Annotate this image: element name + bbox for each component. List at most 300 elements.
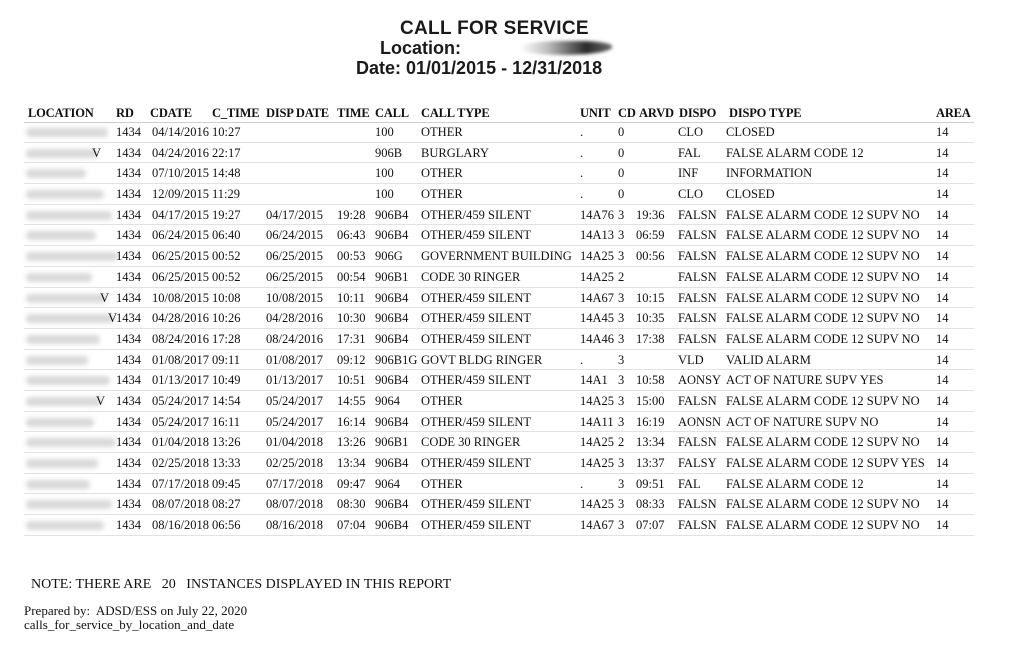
table-row [24,246,974,267]
row-ctime: 13:33 [212,456,241,470]
row-call: 906B4 [375,414,409,429]
row-cd: 3 [618,414,625,429]
col-area: AREA [936,106,971,120]
row-cdate: 04/17/2015 [152,207,209,222]
row-dispo: FALSN [678,393,717,408]
row-ctime: 10:49 [212,373,241,388]
row-unit: 14A25 [580,249,615,264]
row-time: 13:34 [337,456,366,470]
row-unit: 14A67 [580,290,615,305]
row-unit: 14A1 [580,373,608,388]
row-dispo-type: FALSE ALARM CODE 12 SUPV YES [726,456,925,470]
row-time: 16:14 [337,414,366,429]
row-dispo: FALSY [678,456,717,470]
row-ctime: 19:27 [212,207,241,222]
row-dispo-type: FALSE ALARM CODE 12 SUPV NO [726,518,920,533]
row-call: 100 [375,166,394,181]
row-rd: 1434 [116,145,141,160]
row-dispo-type: FALSE ALARM CODE 12 SUPV NO [726,331,920,346]
col-call-type: CALL TYPE [421,106,490,120]
row-location-tail: V [100,290,110,305]
row-rd: 1434 [116,352,141,367]
location-redaction [26,211,112,220]
row-area: 14 [936,207,949,222]
row-time: 09:12 [337,352,366,367]
row-cd: 3 [618,331,625,346]
row-location-tail: V [92,145,102,160]
row-area: 14 [936,393,949,408]
row-time: 17:31 [337,331,366,346]
row-arvd: 17:38 [636,331,665,346]
row-area: 14 [936,125,949,139]
row-cd: 0 [618,145,625,160]
row-dispo: FALSN [678,207,717,222]
row-cdate: 06/25/2015 [152,269,209,284]
row-call: 906B1 [375,269,409,284]
row-unit: 14A67 [580,518,615,533]
row-cdate: 06/25/2015 [152,249,209,264]
row-dispo-type: FALSE ALARM CODE 12 [726,476,864,491]
row-area: 14 [936,476,949,491]
location-redaction [26,356,88,365]
row-cd: 3 [618,497,625,512]
row-arvd: 15:00 [636,393,665,408]
row-arvd: 06:59 [636,228,665,243]
row-area: 14 [936,456,949,470]
row-arvd: 10:15 [636,290,665,305]
row-rd: 1434 [116,311,141,326]
row-rd: 1434 [116,249,141,264]
row-cdate: 12/09/2015 [152,187,209,202]
row-disp-date: 08/16/2018 [266,518,323,533]
row-cdate: 01/13/2017 [152,373,209,388]
row-unit: . [580,166,584,181]
row-dispo: FALSN [678,228,717,243]
row-dispo-type: CLOSED [726,125,775,139]
table-row [24,122,974,143]
row-time: 00:54 [337,269,366,284]
table-row [24,391,974,412]
row-rd: 1434 [116,228,141,243]
row-area: 14 [936,435,949,450]
row-ctime: 00:52 [212,269,241,284]
row-arvd: 16:19 [636,414,665,429]
row-unit: 14A25 [580,435,615,450]
row-call-type: OTHER/459 SILENT [421,311,532,326]
row-time: 10:30 [337,311,366,326]
row-dispo-type: ACT OF NATURE SUPV YES [726,373,884,388]
row-area: 14 [936,166,949,181]
row-dispo-type: FALSE ALARM CODE 12 SUPV NO [726,435,920,450]
row-area: 14 [936,497,949,512]
row-arvd: 09:51 [636,476,665,491]
row-unit: 14A25 [580,393,615,408]
col-ctime: C_TIME [212,106,260,120]
row-dispo-type: FALSE ALARM CODE 12 SUPV NO [726,393,920,408]
row-ctime: 08:27 [212,497,241,512]
location-redaction [26,335,100,344]
row-dispo: CLO [678,187,703,202]
row-cd: 3 [618,373,625,388]
row-dispo-type: FALSE ALARM CODE 12 SUPV NO [726,207,920,222]
location-redaction [26,128,108,137]
row-ctime: 06:56 [212,518,241,533]
row-time: 07:04 [337,518,366,533]
col-rd: RD [116,106,134,120]
row-dispo: FAL [678,476,701,491]
row-arvd: 08:33 [636,497,665,512]
col-arvd: ARVD [639,106,674,120]
table-row [24,288,974,309]
row-cdate: 05/24/2017 [152,414,209,429]
row-call-type: BURGLARY [421,145,490,160]
row-ctime: 10:27 [212,125,241,139]
row-call: 906B4 [375,373,409,388]
row-cdate: 08/16/2018 [152,518,209,533]
row-ctime: 09:11 [212,352,241,367]
row-arvd: 19:36 [636,207,665,222]
row-call-type: OTHER/459 SILENT [421,373,532,388]
row-cd: 2 [618,435,625,450]
row-call: 100 [375,187,394,202]
row-unit: 14A25 [580,269,615,284]
row-dispo: FALSN [678,290,717,305]
row-area: 14 [936,518,949,533]
row-cd: 0 [618,187,625,202]
row-cdate: 02/25/2018 [152,456,209,470]
row-ctime: 11:29 [212,187,241,202]
location-redaction [26,314,114,323]
row-unit: . [580,145,584,160]
row-cd: 0 [618,166,625,181]
row-time: 10:11 [337,290,366,305]
table-row [24,432,974,453]
row-call-type: OTHER/459 SILENT [421,290,532,305]
row-rd: 1434 [116,331,141,346]
row-call: 906B4 [375,497,409,512]
location-redaction [26,273,92,282]
row-rd: 1434 [116,166,141,181]
row-ctime: 17:28 [212,331,241,346]
row-unit: 14A76 [580,207,615,222]
row-time: 13:26 [337,435,366,450]
row-unit: 14A45 [580,311,615,326]
table-row [24,494,974,515]
row-call-type: OTHER [421,166,463,181]
row-rd: 1434 [116,393,141,408]
row-area: 14 [936,352,949,367]
row-rd: 1434 [116,456,141,470]
row-call-type: OTHER [421,393,463,408]
row-cd: 3 [618,249,625,264]
row-unit: . [580,187,584,202]
row-time: 19:28 [337,207,366,222]
report-title: CALL FOR SERVICE [400,18,589,39]
row-disp-date: 06/25/2015 [266,269,323,284]
table-row [24,205,974,226]
row-dispo-type: FALSE ALARM CODE 12 [726,145,864,160]
row-cd: 2 [618,269,625,284]
row-time: 08:30 [337,497,366,512]
row-call: 906B4 [375,290,409,305]
table-row [24,308,974,329]
row-call-type: OTHER [421,125,463,139]
table-row [24,515,974,536]
table-row [24,184,974,205]
location-redaction [26,480,90,489]
row-area: 14 [936,187,949,202]
row-dispo: CLO [678,125,703,139]
row-call-type: OTHER/459 SILENT [421,228,532,243]
row-unit: . [580,125,584,139]
row-call: 906B4 [375,311,409,326]
row-dispo-type: INFORMATION [726,166,813,181]
location-redaction [26,397,102,406]
row-cd: 3 [618,228,625,243]
row-call: 906B [375,145,403,160]
row-dispo-type: VALID ALARM [726,352,811,367]
row-time: 09:47 [337,476,366,491]
row-ctime: 14:54 [212,393,241,408]
row-area: 14 [936,228,949,243]
row-cd: 3 [618,518,625,533]
row-call: 9064 [375,476,400,491]
row-unit: 14A13 [580,228,615,243]
table-row [24,163,974,184]
col-unit: UNIT [580,106,611,120]
row-location-tail: V [108,311,118,326]
row-ctime: 13:26 [212,435,241,450]
location-redaction [26,521,104,530]
row-call-type: OTHER/459 SILENT [421,456,532,470]
row-call: 906B4 [375,456,409,470]
row-dispo: FALSN [678,269,717,284]
row-cd: 3 [618,290,625,305]
row-call-type: OTHER/459 SILENT [421,518,532,533]
row-cd: 3 [618,352,625,367]
row-disp-date: 04/17/2015 [266,207,323,222]
row-disp-date: 01/04/2018 [266,435,323,450]
row-unit: . [580,476,584,491]
row-rd: 1434 [116,373,141,388]
row-unit: 14A25 [580,497,615,512]
row-arvd: 07:07 [636,518,665,533]
row-ctime: 14:48 [212,166,241,181]
row-rd: 1434 [116,207,141,222]
row-call: 9064 [375,393,400,408]
row-call: 906B4 [375,207,409,222]
row-cdate: 01/04/2018 [152,435,209,450]
row-dispo: FALSN [678,311,717,326]
row-cdate: 05/24/2017 [152,393,209,408]
row-disp-date: 10/08/2015 [266,290,323,305]
row-arvd: 10:58 [636,373,665,388]
row-area: 14 [936,249,949,264]
row-dispo: VLD [678,352,704,367]
row-disp-date: 05/24/2017 [266,393,323,408]
location-redaction [26,252,118,261]
table-row [24,225,974,246]
row-arvd: 10:35 [636,311,665,326]
location-redaction [26,500,112,509]
row-dispo-type: FALSE ALARM CODE 12 SUPV NO [726,269,920,284]
row-call: 906B4 [375,228,409,243]
row-call-type: OTHER/459 SILENT [421,207,532,222]
row-disp-date: 04/28/2016 [266,311,323,326]
location-redaction [26,294,106,303]
row-location-tail: V [96,393,106,408]
row-time: 06:43 [337,228,366,243]
row-disp-date: 02/25/2018 [266,456,323,470]
row-disp-date: 06/25/2015 [266,249,323,264]
row-call-type: OTHER [421,187,463,202]
row-cdate: 06/24/2015 [152,228,209,243]
row-call: 906B4 [375,518,409,533]
row-arvd: 13:34 [636,435,665,450]
row-call-type: OTHER [421,476,463,491]
row-rd: 1434 [116,290,141,305]
row-disp-date: 06/24/2015 [266,228,323,243]
row-unit: 14A11 [580,414,614,429]
row-area: 14 [936,269,949,284]
table-row [24,267,974,288]
col-call: CALL [375,106,409,120]
table-row [24,474,974,495]
row-time: 00:53 [337,249,366,264]
row-time: 10:51 [337,373,366,388]
row-dispo: FALSN [678,249,717,264]
table-row [24,143,974,164]
row-ctime: 16:11 [212,414,241,429]
row-call-type: OTHER/459 SILENT [421,331,532,346]
row-cd: 3 [618,311,625,326]
col-cdate: CDATE [150,106,192,120]
row-area: 14 [936,331,949,346]
row-call: 100 [375,125,394,139]
row-cd: 3 [618,207,625,222]
report-file-name: calls_for_service_by_location_and_date [24,617,235,632]
row-dispo: AONSY [678,373,722,388]
row-area: 14 [936,311,949,326]
row-call-type: GOVT BLDG RINGER [421,352,543,367]
row-rd: 1434 [116,187,141,202]
row-disp-date: 08/07/2018 [266,497,323,512]
row-ctime: 09:45 [212,476,241,491]
row-rd: 1434 [116,518,141,533]
row-dispo-type: FALSE ALARM CODE 12 SUPV NO [726,497,920,512]
instances-note: NOTE: THERE ARE 20 INSTANCES DISPLAYED IN THIS REPORT [31,577,452,592]
row-arvd: 13:37 [636,456,665,470]
col-location: LOCATION [28,106,94,120]
row-call-type: GOVERNMENT BUILDING [421,249,572,264]
row-call: 906G [375,249,403,264]
row-call-type: OTHER/459 SILENT [421,497,532,512]
table-header [24,106,974,123]
row-disp-date: 01/08/2017 [266,352,323,367]
col-dispo-type: DISPO TYPE [729,106,802,120]
row-unit: 14A25 [580,456,615,470]
row-cdate: 01/08/2017 [152,352,209,367]
location-redaction [26,149,98,158]
row-disp-date: 07/17/2018 [266,476,323,491]
row-call: 906B1G [375,352,418,367]
location-redaction [26,231,96,240]
row-rd: 1434 [116,125,141,139]
row-dispo: FALSN [678,435,717,450]
row-call-type: CODE 30 RINGER [421,435,521,450]
row-dispo-type: FALSE ALARM CODE 12 SUPV NO [726,228,920,243]
col-disp-date: DISP DATE [266,106,329,120]
row-ctime: 06:40 [212,228,241,243]
row-cdate: 08/24/2016 [152,331,209,346]
row-cd: 0 [618,125,625,139]
row-area: 14 [936,414,949,429]
row-dispo: FALSN [678,518,717,533]
row-cdate: 07/17/2018 [152,476,209,491]
row-dispo-type: FALSE ALARM CODE 12 SUPV NO [726,290,920,305]
row-dispo-type: FALSE ALARM CODE 12 SUPV NO [726,249,920,264]
date-range: Date: 01/01/2015 - 12/31/2018 [356,58,603,78]
table-row [24,329,974,350]
row-dispo-type: ACT OF NATURE SUPV NO [726,414,879,429]
row-rd: 1434 [116,414,141,429]
row-dispo: INF [678,166,699,181]
row-cdate: 10/08/2015 [152,290,209,305]
row-dispo-type: CLOSED [726,187,775,202]
row-ctime: 10:26 [212,311,241,326]
row-rd: 1434 [116,435,141,450]
row-cdate: 04/24/2016 [152,145,209,160]
row-cdate: 04/28/2016 [152,311,209,326]
row-ctime: 10:08 [212,290,241,305]
row-cdate: 08/07/2018 [152,497,209,512]
row-dispo: AONSN [678,414,722,429]
row-area: 14 [936,145,949,160]
row-unit: 14A46 [580,331,615,346]
table-row [24,370,974,391]
row-dispo: FAL [678,145,701,160]
row-call-type: CODE 30 RINGER [421,269,521,284]
location-redaction [26,190,104,199]
row-call: 906B4 [375,331,409,346]
row-rd: 1434 [116,269,141,284]
prepared-by: Prepared by: ADSD/ESS on July 22, 2020 [24,603,248,618]
row-time: 14:55 [337,393,366,408]
location-redaction [26,438,116,447]
location-redaction [26,376,110,385]
table-body [24,122,974,536]
row-rd: 1434 [116,497,141,512]
row-disp-date: 08/24/2016 [266,331,323,346]
location-redaction [26,459,98,468]
row-call: 906B1 [375,435,409,450]
location-redaction [26,418,94,427]
row-unit: . [580,352,584,367]
location-redaction [26,169,86,178]
row-call-type: OTHER/459 SILENT [421,414,532,429]
location-label: Location: [380,38,461,58]
row-arvd: 00:56 [636,249,665,264]
row-rd: 1434 [116,476,141,491]
row-cd: 3 [618,456,625,470]
row-dispo: FALSN [678,497,717,512]
col-time: TIME [337,106,370,120]
row-ctime: 00:52 [212,249,241,264]
location-redaction [520,41,612,55]
table-row [24,350,974,371]
row-disp-date: 05/24/2017 [266,414,323,429]
row-ctime: 22:17 [212,145,241,160]
